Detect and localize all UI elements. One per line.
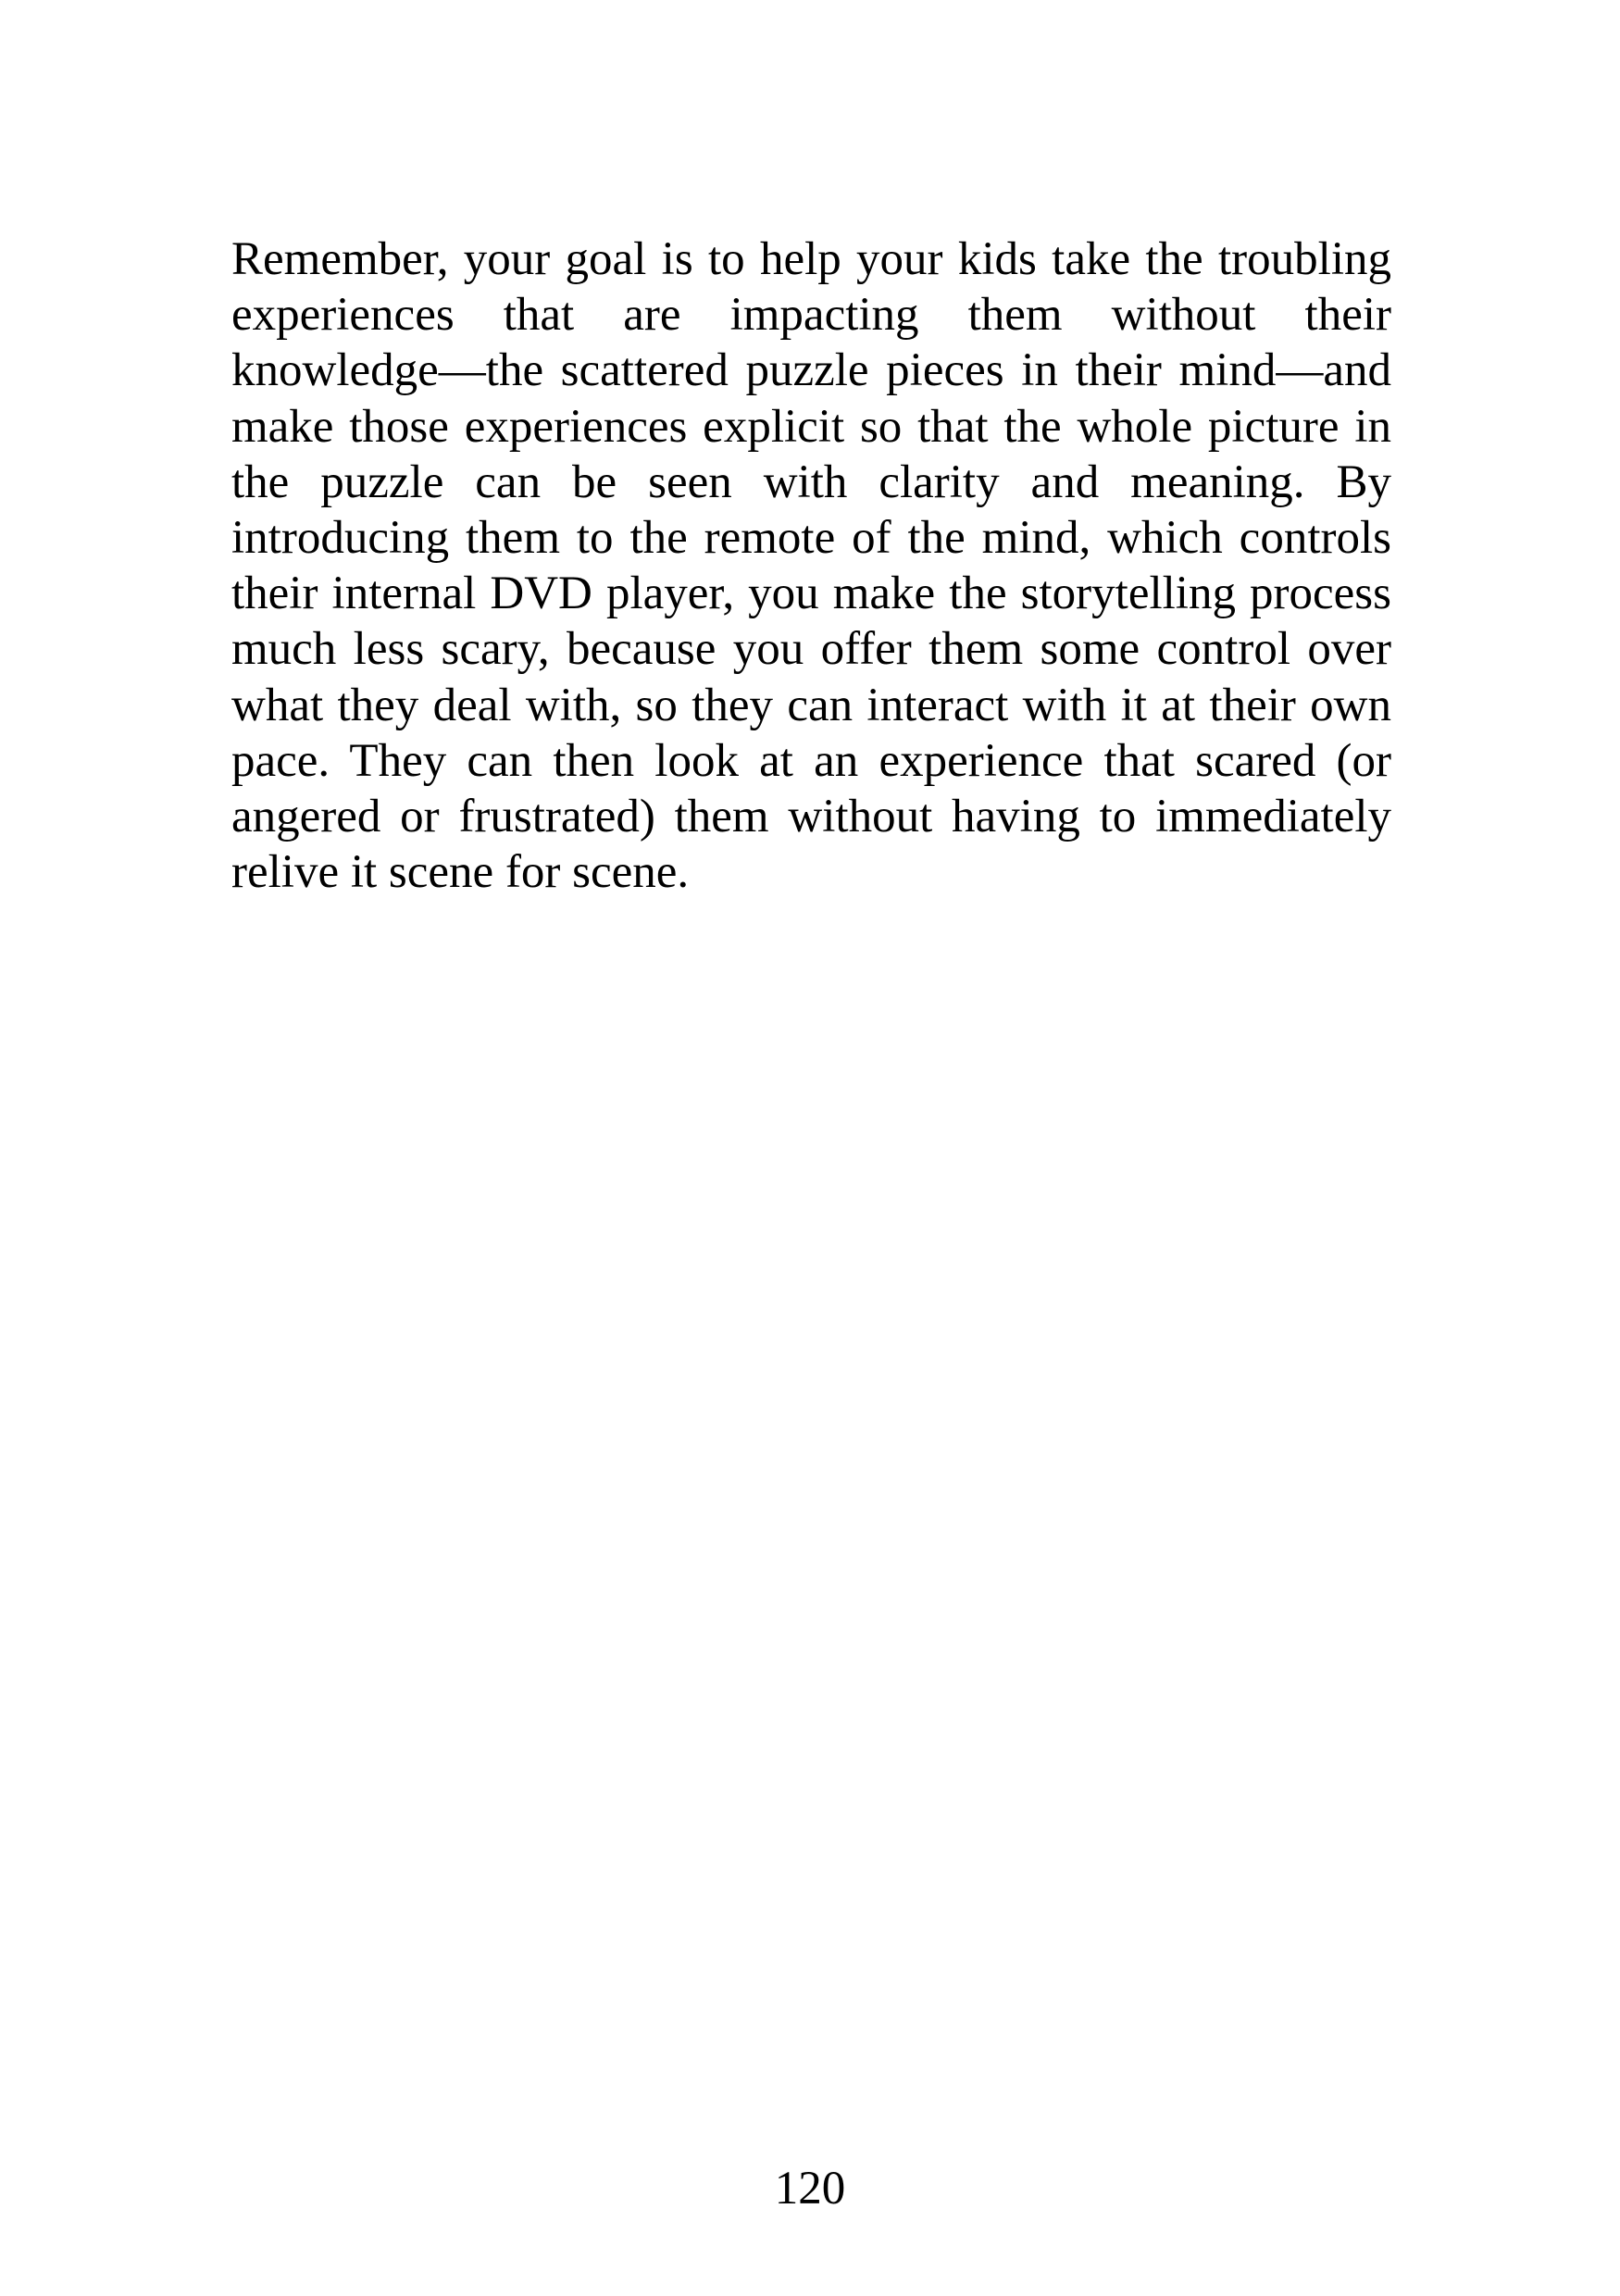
paragraph-line: what they deal with, so they can interact with it at their own (231, 679, 1391, 731)
paragraph-line: Remember, your goal is to help your kids take the troubling (231, 233, 1391, 285)
paragraph-line: angered or frustrated) them without having to immediately (231, 790, 1391, 842)
paragraph-line: experiences that are impacting them without their (231, 289, 1391, 342)
paragraph-line: introducing them to the remote of the mind, which controls (231, 511, 1391, 564)
paragraph-line: much less scary, because you offer them some control over (231, 623, 1391, 676)
paragraph-line: the puzzle can be seen with clarity and meaning. By (231, 455, 1391, 508)
paragraph-line: pace. They can then look at an experience that scared (or (231, 734, 1391, 787)
paragraph-line: relive it scene for scene. (231, 846, 690, 899)
paragraph-line: their internal DVD player, you make the storytelling process (231, 568, 1391, 620)
body-paragraph (231, 231, 1391, 900)
page-number: 120 (774, 2163, 846, 2215)
paragraph-line: make those experiences explicit so that the whole picture in (231, 400, 1391, 453)
paragraph-line: knowledge—the scattered puzzle pieces in their mind—and (231, 344, 1391, 397)
